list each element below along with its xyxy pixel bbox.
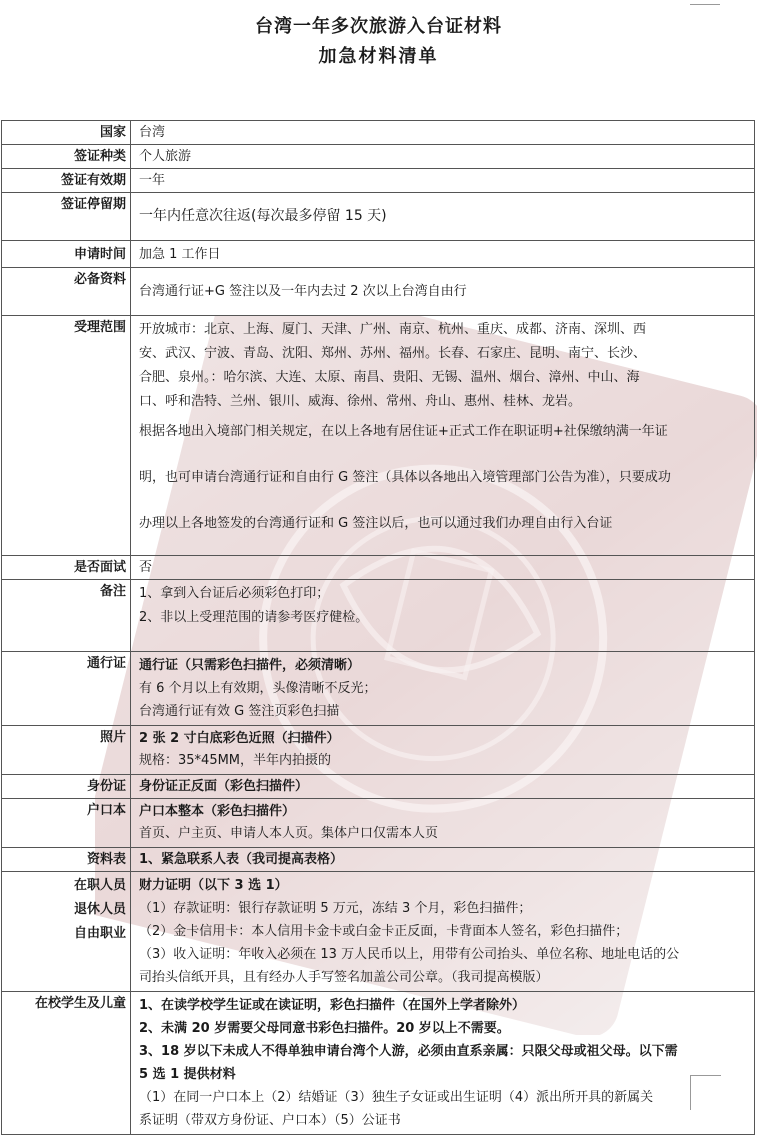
student-line: 5 选 1 提供材料 xyxy=(139,1067,236,1082)
table-row xyxy=(2,652,755,726)
row-label: 国家 xyxy=(2,121,131,145)
row-value: 个人旅游 xyxy=(131,145,755,169)
table-row xyxy=(2,268,755,316)
row-value xyxy=(131,652,755,726)
page-subtitle: 加急材料清单 xyxy=(318,46,439,67)
page-title: 台湾一年多次旅游入台证材料 xyxy=(255,16,502,37)
freelance-label: 自由职业 xyxy=(73,926,126,941)
student-line: 3、18 岁以下未成人不得单独申请台湾个人游，必须由直系亲属：只限父母或祖父母。以下需 xyxy=(139,1044,678,1059)
student-line: （1）在同一户口本上（2）结婚证（3）独生子女证或出生证明（4）派出所开具的新属关 xyxy=(139,1090,654,1105)
student-line: 1、在读学校学生证或在读证明，彩色扫描件（在国外上学者除外） xyxy=(139,998,526,1013)
row-label: 备注 xyxy=(2,580,131,652)
row-label: 是否面试 xyxy=(2,556,131,580)
row-value: 加急 1 工作日 xyxy=(131,241,755,268)
row-value xyxy=(131,799,755,848)
table-row xyxy=(2,316,755,556)
row-value: 身份证正反面（彩色扫描件） xyxy=(131,775,755,799)
row-label: 户口本 xyxy=(2,799,131,848)
remark-line: 1、拿到入台证后必须彩色打印； xyxy=(139,586,330,601)
row-value xyxy=(131,580,755,652)
row-label: 受理范围 xyxy=(2,316,131,556)
row-value xyxy=(131,726,755,775)
photo-line: 2 张 2 寸白底彩色近照（扫描件） xyxy=(139,731,340,746)
table-row xyxy=(2,992,755,1135)
row-value: 一年 xyxy=(131,169,755,193)
scope-line: 安、武汉、宁波、青岛、沈阳、郑州、苏州、福州。长春、石家庄、昆明、南宁、长沙、 xyxy=(139,346,647,361)
finance-line: 财力证明（以下 3 选 1） xyxy=(139,878,288,893)
photo-line: 规格：35*45MM，半年内拍摄的 xyxy=(139,753,332,768)
scope-line: 办理以上各地签发的台湾通行证和 G 签注以后，也可以通过我们办理自由行入台证 xyxy=(139,516,613,531)
hukou-line: 首页、户主页、申请人本人页。集体户口仅需本人页 xyxy=(139,826,439,841)
table-row xyxy=(2,193,755,241)
materials-table xyxy=(1,120,755,1135)
table-row xyxy=(2,775,755,799)
finance-line: （3）收入证明：年收入必须在 13 万人民币以上，用带有公司抬头、单位名称、地址电话的公 xyxy=(139,947,680,962)
hukou-line: 户口本整本（彩色扫描件） xyxy=(139,804,296,819)
table-row xyxy=(2,799,755,848)
table-row xyxy=(2,241,755,268)
scope-line: 合肥、泉州。：哈尔滨、大连、太原、南昌、贵阳、无锡、温州、烟台、漳州、中山、海 xyxy=(139,370,640,385)
row-label: 身份证 xyxy=(2,775,131,799)
finance-line: （2）金卡信用卡：本人信用卡金卡或白金卡正反面，卡背面本人签名，彩色扫描件； xyxy=(139,924,629,939)
row-value: 1、紧急联系人表（我司提高表格） xyxy=(131,848,755,872)
student-line: 2、未满 20 岁需要父母同意书彩色扫描件。20 岁以上不需要。 xyxy=(139,1021,510,1036)
row-label: 签证种类 xyxy=(2,145,131,169)
row-value: 一年内任意次往返(每次最多停留 15 天) xyxy=(131,193,755,241)
student-line: 系证明（带双方身份证、户口本）（5）公证书 xyxy=(139,1113,401,1128)
row-value xyxy=(131,992,755,1135)
row-label: 签证停留期 xyxy=(2,193,131,241)
table-row xyxy=(2,121,755,145)
scope-line: 根据各地出入境部门相关规定，在以上各地有居住证+正式工作在职证明+社保缴纳满一年证 xyxy=(139,424,668,439)
row-label: 必备资料 xyxy=(2,268,131,316)
table-row xyxy=(2,872,755,992)
scan-top-mark xyxy=(690,0,720,5)
row-label xyxy=(2,872,131,992)
permit-line: 有 6 个月以上有效期，头像清晰不反光； xyxy=(139,681,377,696)
finance-line: （1）存款证明：银行存款证明 5 万元，冻结 3 个月，彩色扫描件； xyxy=(139,901,532,916)
retired-label: 退休人员 xyxy=(73,902,126,917)
row-label: 照片 xyxy=(2,726,131,775)
employed-label: 在职人员 xyxy=(73,878,126,893)
scope-line: 开放城市：北京、上海、厦门、天津、广州、南京、杭州、重庆、成都、济南、深圳、西 xyxy=(139,322,647,337)
permit-line: 通行证（只需彩色扫描件，必须清晰） xyxy=(139,658,361,673)
row-value: 否 xyxy=(131,556,755,580)
table-row xyxy=(2,169,755,193)
scope-line: 明，也可申请台湾通行证和自由行 G 签注（具体以各地出入境管理部门公告为准），只要成功 xyxy=(139,470,671,485)
row-label: 资料表 xyxy=(2,848,131,872)
row-value: 台湾 xyxy=(131,121,755,145)
table-row xyxy=(2,726,755,775)
row-label: 申请时间 xyxy=(2,241,131,268)
permit-line: 台湾通行证有效 G 签注页彩色扫描 xyxy=(139,704,340,719)
table-row xyxy=(2,580,755,652)
row-label: 在校学生及儿童 xyxy=(2,992,131,1135)
finance-line: 司抬头信纸开具，且有经办人手写签名加盖公司公章。（我司提高模版） xyxy=(139,970,549,985)
row-value xyxy=(131,316,755,556)
table-row xyxy=(2,145,755,169)
row-value xyxy=(131,872,755,992)
row-label: 签证有效期 xyxy=(2,169,131,193)
remark-line: 2、非以上受理范围的请参考医疗健检。 xyxy=(139,610,369,625)
scope-line: 口、呼和浩特、兰州、银川、威海、徐州、常州、舟山、惠州、桂林、龙岩。 xyxy=(139,394,582,409)
table-row xyxy=(2,848,755,872)
table-row xyxy=(2,556,755,580)
row-label: 通行证 xyxy=(2,652,131,726)
row-value: 台湾通行证+G 签注以及一年内去过 2 次以上台湾自由行 xyxy=(131,268,755,316)
